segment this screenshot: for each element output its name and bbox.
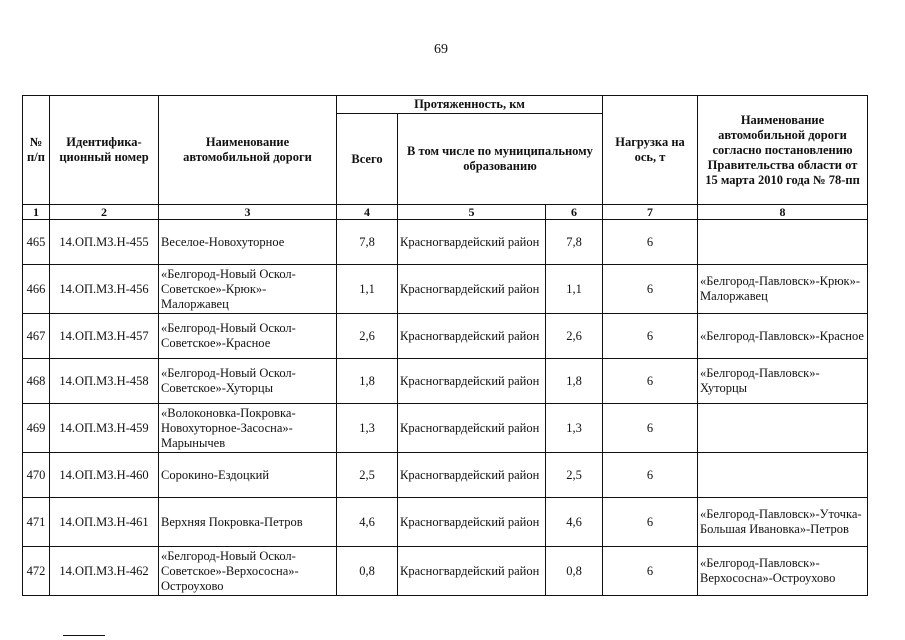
header-incl-municipal: В том числе по муниципальному образованию bbox=[398, 114, 603, 205]
table-row bbox=[23, 220, 868, 265]
axle-load: 6 bbox=[603, 220, 698, 265]
road-id: 14.ОП.МЗ.Н-462 bbox=[50, 547, 159, 596]
road-name-by-decree: «Белгород-Павловск»-Уточка-Большая Ивановка»-Петров bbox=[698, 498, 868, 547]
road-id: 14.ОП.МЗ.Н-457 bbox=[50, 314, 159, 359]
page-number: 69 bbox=[434, 42, 448, 57]
length-total: 1,8 bbox=[337, 359, 398, 404]
road-name-by-decree bbox=[698, 453, 868, 498]
municipal-district: Красногвардейский район bbox=[398, 314, 546, 359]
road-id: 14.ОП.МЗ.Н-461 bbox=[50, 498, 159, 547]
axle-load: 6 bbox=[603, 498, 698, 547]
road-name-by-decree: «Белгород-Павловск»-Хуторцы bbox=[698, 359, 868, 404]
road-id: 14.ОП.МЗ.Н-455 bbox=[50, 220, 159, 265]
column-number: 7 bbox=[603, 205, 698, 220]
municipal-length: 0,8 bbox=[546, 547, 603, 596]
road-name-by-decree bbox=[698, 220, 868, 265]
road-name: «Белгород-Новый Оскол-Советское»-Верхососна»-Остроухово bbox=[159, 547, 337, 596]
axle-load: 6 bbox=[603, 547, 698, 596]
road-id: 14.ОП.МЗ.Н-459 bbox=[50, 404, 159, 453]
footnote-rule bbox=[63, 635, 105, 636]
road-name: Сорокино-Ездоцкий bbox=[159, 453, 337, 498]
municipal-district: Красногвардейский район bbox=[398, 547, 546, 596]
length-total: 1,1 bbox=[337, 265, 398, 314]
municipal-length: 4,6 bbox=[546, 498, 603, 547]
header-total: Всего bbox=[337, 114, 398, 205]
table-row bbox=[23, 498, 868, 547]
road-name-by-decree bbox=[698, 404, 868, 453]
table-body bbox=[23, 220, 868, 596]
column-number: 4 bbox=[337, 205, 398, 220]
road-name: «Белгород-Новый Оскол-Советское»-Крюк»-Малоржавец bbox=[159, 265, 337, 314]
header-axle-load: Нагрузка на ось, т bbox=[603, 96, 698, 205]
header-road-name: Наименование автомобильной дороги bbox=[159, 96, 337, 205]
row-number: 471 bbox=[23, 498, 50, 547]
road-name: Верхняя Покровка-Петров bbox=[159, 498, 337, 547]
municipal-district: Красногвардейский район bbox=[398, 404, 546, 453]
municipal-length: 7,8 bbox=[546, 220, 603, 265]
column-number: 5 bbox=[398, 205, 546, 220]
row-number: 465 bbox=[23, 220, 50, 265]
municipal-district: Красногвардейский район bbox=[398, 220, 546, 265]
header-id: Идентифика-ционный номер bbox=[50, 96, 159, 205]
row-number: 469 bbox=[23, 404, 50, 453]
table-row bbox=[23, 404, 868, 453]
axle-load: 6 bbox=[603, 265, 698, 314]
road-name: Веселое-Новохуторное bbox=[159, 220, 337, 265]
column-number: 8 bbox=[698, 205, 868, 220]
municipal-length: 1,1 bbox=[546, 265, 603, 314]
road-id: 14.ОП.МЗ.Н-460 bbox=[50, 453, 159, 498]
header-length: Протяженность, км bbox=[337, 96, 603, 114]
road-name-by-decree: «Белгород-Павловск»-Крюк»-Малоржавец bbox=[698, 265, 868, 314]
length-total: 2,5 bbox=[337, 453, 398, 498]
road-id: 14.ОП.МЗ.Н-458 bbox=[50, 359, 159, 404]
length-total: 1,3 bbox=[337, 404, 398, 453]
column-number: 6 bbox=[546, 205, 603, 220]
road-name-by-decree: «Белгород-Павловск»-Красное bbox=[698, 314, 868, 359]
municipal-district: Красногвардейский район bbox=[398, 265, 546, 314]
length-total: 4,6 bbox=[337, 498, 398, 547]
municipal-length: 1,3 bbox=[546, 404, 603, 453]
column-number: 2 bbox=[50, 205, 159, 220]
row-number: 472 bbox=[23, 547, 50, 596]
length-total: 2,6 bbox=[337, 314, 398, 359]
axle-load: 6 bbox=[603, 453, 698, 498]
municipal-length: 1,8 bbox=[546, 359, 603, 404]
road-name-by-decree: «Белгород-Павловск»-Верхососна»-Остроухово bbox=[698, 547, 868, 596]
row-number: 466 bbox=[23, 265, 50, 314]
municipal-district: Красногвардейский район bbox=[398, 453, 546, 498]
road-name: «Белгород-Новый Оскол-Советское»-Хуторцы bbox=[159, 359, 337, 404]
row-number: 468 bbox=[23, 359, 50, 404]
length-total: 7,8 bbox=[337, 220, 398, 265]
road-name: «Волоконовка-Покровка-Новохуторное-Засосна»-Марынычев bbox=[159, 404, 337, 453]
municipal-district: Красногвардейский район bbox=[398, 359, 546, 404]
row-number: 470 bbox=[23, 453, 50, 498]
table-row bbox=[23, 359, 868, 404]
column-number: 3 bbox=[159, 205, 337, 220]
axle-load: 6 bbox=[603, 359, 698, 404]
table-row bbox=[23, 453, 868, 498]
road-id: 14.ОП.МЗ.Н-456 bbox=[50, 265, 159, 314]
road-name: «Белгород-Новый Оскол-Советское»-Красное bbox=[159, 314, 337, 359]
municipal-length: 2,5 bbox=[546, 453, 603, 498]
length-total: 0,8 bbox=[337, 547, 398, 596]
roads-table bbox=[22, 95, 868, 596]
table-row bbox=[23, 547, 868, 596]
municipal-length: 2,6 bbox=[546, 314, 603, 359]
header-name-by-decree: Наименование автомобильной дороги согласно постановлению Правительства области от 15 марта 2010 года № 78-пп bbox=[698, 96, 868, 205]
column-number: 1 bbox=[23, 205, 50, 220]
header-no: № п/п bbox=[23, 96, 50, 205]
table-header bbox=[23, 96, 868, 220]
table-row bbox=[23, 265, 868, 314]
table-row bbox=[23, 314, 868, 359]
row-number: 467 bbox=[23, 314, 50, 359]
axle-load: 6 bbox=[603, 314, 698, 359]
municipal-district: Красногвардейский район bbox=[398, 498, 546, 547]
axle-load: 6 bbox=[603, 404, 698, 453]
